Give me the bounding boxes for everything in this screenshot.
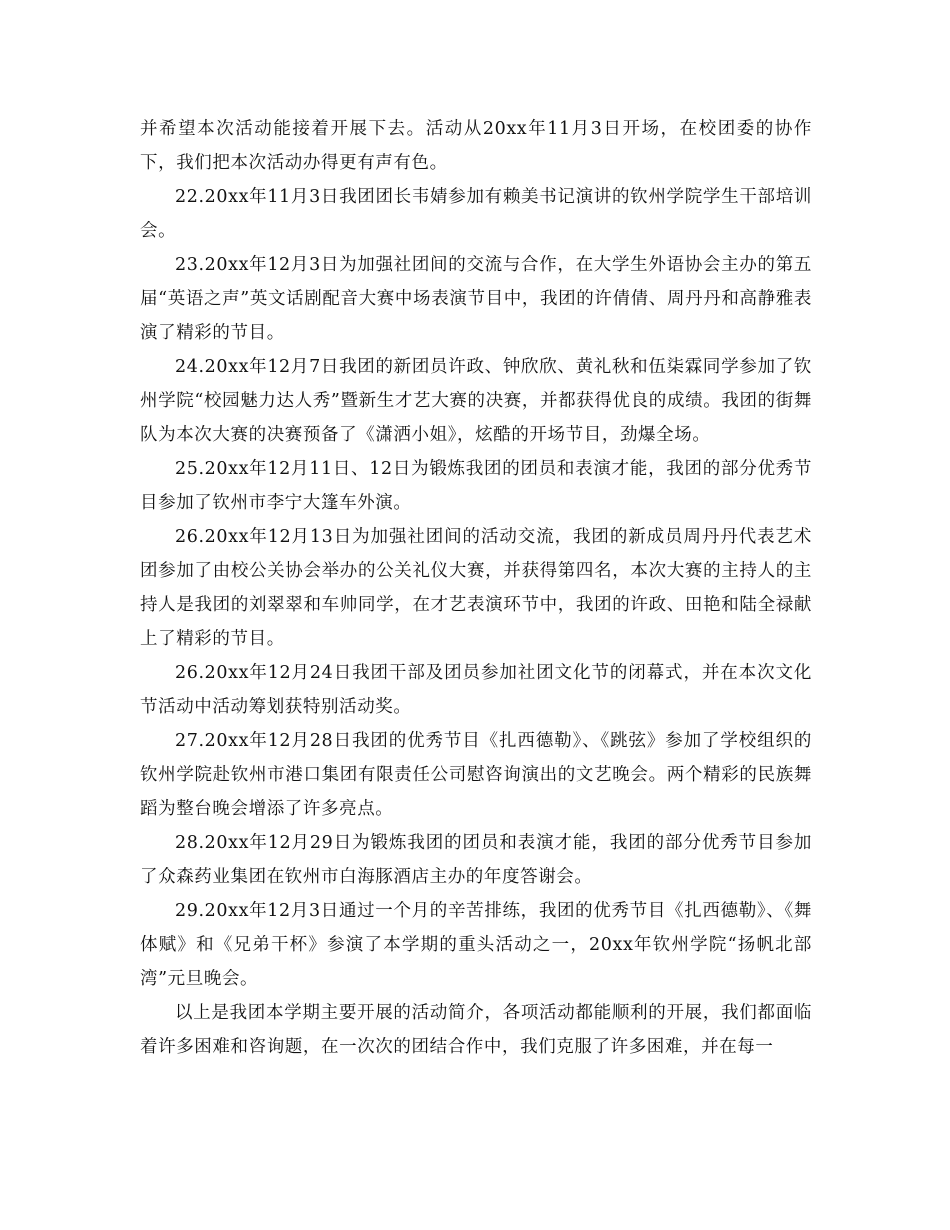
paragraph-item-23: 23.20xx年12月3日为加强社团间的交流与合作，在大学生外语协会主办的第五届“英语之声”英文话剧配音大赛中场表演节目中，我团的许倩倩、周丹丹和高静雅表演了精彩的节目。: [140, 255, 812, 343]
paragraph-item-22: 22.20xx年11月3日我团团长韦婧参加有赖美书记演讲的钦州学院学生干部培训会。: [140, 187, 812, 241]
paragraph-item-27: 27.20xx年12月28日我团的优秀节目《扎西德勒》、《跳弦》参加了学校组织的钦州学院赴钦州市港口集团有限责任公司慰咨询演出的文艺晚会。两个精彩的民族舞蹈为整台晚会增添了许多亮点。: [140, 731, 812, 819]
paragraph-summary: 以上是我团本学期主要开展的活动简介，各项活动都能顺利的开展，我们都面临着许多困难和咨询题，在一次次的团结合作中，我们克服了许多困难，并在每一: [140, 1003, 812, 1057]
paragraph-continuation: 并希望本次活动能接着开展下去。活动从20xx年11月3日开场，在校团委的协作下，我们把本次活动办得更有声有色。: [140, 119, 812, 173]
paragraph-item-25: 25.20xx年12月11日、12日为锻炼我团的团员和表演才能，我团的部分优秀节目参加了钦州市李宁大篷车外演。: [140, 459, 812, 513]
document-body: [140, 112, 812, 1064]
paragraph-item-24: 24.20xx年12月7日我团的新团员许政、钟欣欣、黄礼秋和伍柒霖同学参加了钦州学院“校园魅力达人秀”暨新生才艺大赛的决赛，并都获得优良的成绩。我团的街舞队为本次大赛的决赛预备了《潇洒小姐》，炫酷的开场节目，劲爆全场。: [140, 357, 812, 445]
paragraph-item-29: 29.20xx年12月3日通过一个月的辛苦排练，我团的优秀节目《扎西德勒》、《舞体赋》和《兄弟干杯》参演了本学期的重头活动之一，20xx年钦州学院“扬帆北部湾”元旦晚会。: [140, 901, 812, 989]
paragraph-item-26b: 26.20xx年12月24日我团干部及团员参加社团文化节的闭幕式，并在本次文化节活动中活动筹划获特别活动奖。: [140, 663, 812, 717]
paragraph-item-28: 28.20xx年12月29日为锻炼我团的团员和表演才能，我团的部分优秀节目参加了众森药业集团在钦州市白海豚酒店主办的年度答谢会。: [140, 833, 812, 887]
paragraph-item-26a: 26.20xx年12月13日为加强社团间的活动交流，我团的新成员周丹丹代表艺术团参加了由校公关协会举办的公关礼仪大赛，并获得第四名，本次大赛的主持人的主持人是我团的刘翠翠和车帅同学，在才艺表演环节中，我团的许政、田艳和陆全禄献上了精彩的节目。: [140, 527, 812, 649]
